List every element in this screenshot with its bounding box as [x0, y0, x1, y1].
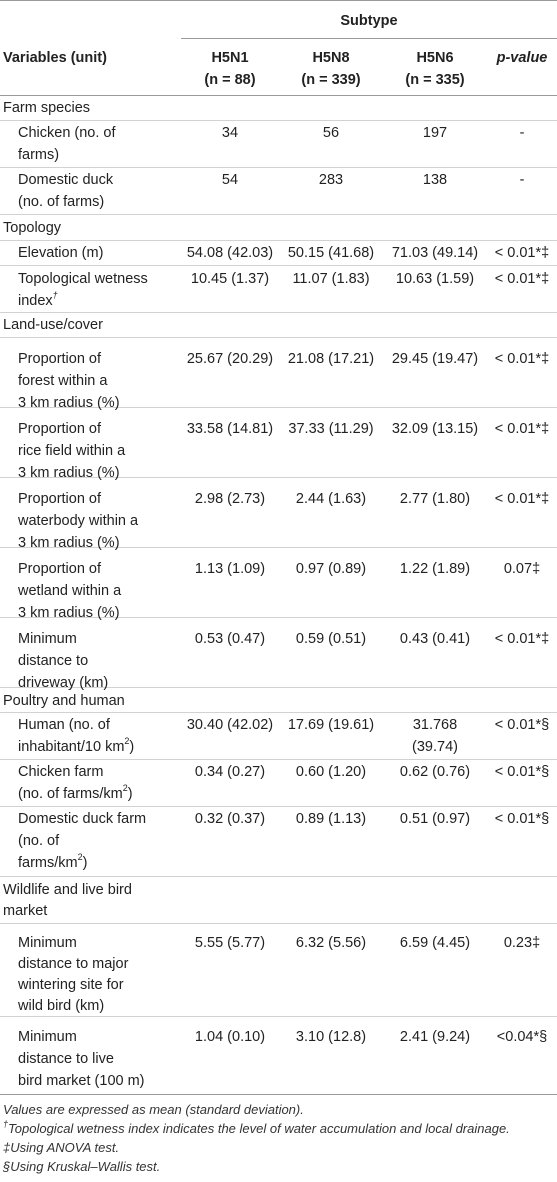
row-label-rice-line3: 3 km radius (%) — [18, 465, 120, 481]
cell-twi-h5n8: 11.07 (1.83) — [292, 271, 370, 287]
row-label-duck-farm-line3: farms/$km^2$) — [18, 852, 88, 871]
row-label-chicken-farm-line2: (no. of farms/$km^2$) — [18, 783, 133, 802]
row-label-wintering-line3: wintering site for — [18, 977, 124, 993]
cell-human-h5n6-line1: 31.768 — [412, 717, 458, 733]
cell-elevation-h5n8: 50.15 (41.68) — [287, 245, 375, 261]
cell-twi-h5n1: 10.45 (1.37) — [190, 271, 270, 287]
h5n8-count: (n = 339) — [301, 72, 361, 88]
cell-forest-h5n6: 29.45 (19.47) — [391, 351, 479, 367]
row-label-twi-line1: Topological wetness — [18, 271, 148, 287]
cell-waterbody-h5n8: 2.44 (1.63) — [295, 491, 367, 507]
cell-duck-h5n6: 138 — [422, 172, 448, 188]
cell-driveway-h5n8: 0.59 (0.51) — [295, 631, 367, 647]
cell-duck-h5n8: 283 — [318, 172, 344, 188]
section-topology: Topology — [3, 220, 62, 236]
cell-twi-h5n6: 10.63 (1.59) — [395, 271, 475, 287]
cell-driveway-h5n1: 0.53 (0.47) — [194, 631, 266, 647]
h5n8-header: H5N8 — [312, 50, 350, 66]
cell-elevation-h5n6: 71.03 (49.14) — [391, 245, 479, 261]
row-label-human-line1: Human (no. of — [18, 717, 110, 733]
cell-duck-p: - — [519, 172, 525, 188]
row-label-wetland-line3: 3 km radius (%) — [18, 605, 120, 621]
cell-chicken-h5n1: 34 — [221, 125, 239, 141]
row-label-elevation: Elevation (m) — [18, 245, 104, 261]
row-label-waterbody-line3: 3 km radius (%) — [18, 535, 120, 551]
cell-wintering-h5n8: 6.32 (5.56) — [295, 935, 367, 951]
row-label-market-line1: Minimum — [18, 1029, 77, 1045]
cell-wintering-h5n1: 5.55 (5.77) — [194, 935, 266, 951]
row-label-rice-line2: rice field within a — [18, 443, 126, 459]
row-label-wintering-line4: wild bird (km) — [18, 998, 105, 1014]
row-label-wintering-line2: distance to major — [18, 956, 129, 972]
cell-duck-farm-h5n6: 0.51 (0.97) — [399, 811, 471, 827]
row-label-market-line3: bird market (100 m) — [18, 1073, 145, 1089]
cell-forest-h5n8: 21.08 (17.21) — [287, 351, 375, 367]
table-bottom-rule — [0, 1094, 557, 1095]
row-label-chicken-farm-line1: Chicken farm — [18, 764, 104, 780]
cell-driveway-p: < 0.01*‡ — [494, 631, 550, 647]
h5n6-count: (n = 335) — [405, 72, 465, 88]
row-label-chicken-line2: farms) — [18, 147, 60, 163]
cell-waterbody-h5n6: 2.77 (1.80) — [399, 491, 471, 507]
footnote-anova: ‡Using ANOVA test. — [3, 1140, 120, 1155]
cell-driveway-h5n6: 0.43 (0.41) — [399, 631, 471, 647]
section-wildlife-line1: Wildlife and live bird — [3, 882, 132, 898]
section-farm-species: Farm species — [3, 100, 91, 116]
row-label-driveway-line1: Minimum — [18, 631, 77, 647]
section-poultry-human: Poultry and human — [3, 693, 125, 709]
cell-forest-p: < 0.01*‡ — [494, 351, 550, 367]
cell-forest-h5n1: 25.67 (20.29) — [186, 351, 274, 367]
cell-human-h5n8: 17.69 (19.61) — [287, 717, 375, 733]
row-label-waterbody-line2: waterbody within a — [18, 513, 139, 529]
cell-rice-h5n1: 33.58 (14.81) — [186, 421, 274, 437]
cell-chicken-farm-h5n1: 0.34 (0.27) — [194, 764, 266, 780]
header-bottom-rule — [0, 95, 557, 96]
cell-waterbody-h5n1: 2.98 (2.73) — [194, 491, 266, 507]
cell-human-h5n1: 30.40 (42.02) — [186, 717, 274, 733]
h5n1-header: H5N1 — [211, 50, 249, 66]
cell-market-h5n8: 3.10 (12.8) — [295, 1029, 367, 1045]
variables-header: Variables (unit) — [3, 50, 107, 66]
cell-duck-h5n1: 54 — [221, 172, 239, 188]
row-label-duck-line2: (no. of farms) — [18, 194, 105, 210]
cell-chicken-p: - — [519, 125, 525, 141]
row-label-duck-farm-line1: Domestic duck farm — [18, 811, 147, 827]
section-landuse: Land-use/cover — [3, 317, 103, 333]
cell-wintering-h5n6: 6.59 (4.45) — [399, 935, 471, 951]
row-label-chicken-line1: Chicken (no. of — [18, 125, 116, 141]
cell-elevation-h5n1: 54.08 (42.03) — [186, 245, 274, 261]
cell-wetland-h5n8: 0.97 (0.89) — [295, 561, 367, 577]
cell-market-h5n1: 1.04 (0.10) — [194, 1029, 266, 1045]
cell-market-p: <0.04*§ — [496, 1029, 548, 1045]
row-label-wetland-line2: wetland within a — [18, 583, 122, 599]
row-label-market-line2: distance to live — [18, 1051, 114, 1067]
row-label-human-line2: inhabitant/10 $km^2$) — [18, 736, 135, 755]
row-label-twi-line2: index† — [18, 290, 58, 309]
row-label-forest-line3: 3 km radius (%) — [18, 395, 120, 411]
h5n6-header: H5N6 — [416, 50, 454, 66]
cell-elevation-p: < 0.01*‡ — [494, 245, 550, 261]
pvalue-header: p-value — [496, 50, 548, 66]
cell-wintering-p: 0.23‡ — [503, 935, 541, 951]
cell-human-p: < 0.01*§ — [494, 717, 550, 733]
cell-chicken-farm-h5n8: 0.60 (1.20) — [295, 764, 367, 780]
row-label-rice-line1: Proportion of — [18, 421, 102, 437]
cell-chicken-farm-p: < 0.01*§ — [494, 764, 550, 780]
row-label-forest-line2: forest within a — [18, 373, 108, 389]
row-label-forest-line1: Proportion of — [18, 351, 102, 367]
cell-rice-p: < 0.01*‡ — [494, 421, 550, 437]
subtype-rule — [181, 38, 557, 39]
footnote-mean-sd: Values are expressed as mean (standard deviation). — [3, 1102, 304, 1117]
row-label-driveway-line3: driveway (km) — [18, 675, 109, 691]
cell-chicken-h5n8: 56 — [322, 125, 340, 141]
subtype-header: Subtype — [340, 13, 398, 29]
row-label-wintering-line1: Minimum — [18, 935, 77, 951]
table-top-rule — [0, 0, 557, 1]
row-label-driveway-line2: distance to — [18, 653, 89, 669]
footnote-kruskal: §Using Kruskal–Wallis test. — [3, 1159, 161, 1174]
cell-duck-farm-p: < 0.01*§ — [494, 811, 550, 827]
cell-wetland-h5n6: 1.22 (1.89) — [399, 561, 471, 577]
cell-rice-h5n6: 32.09 (13.15) — [391, 421, 479, 437]
cell-wetland-h5n1: 1.13 (1.09) — [194, 561, 266, 577]
cell-market-h5n6: 2.41 (9.24) — [399, 1029, 471, 1045]
h5n1-count: (n = 88) — [204, 72, 256, 88]
cell-rice-h5n8: 37.33 (11.29) — [288, 421, 374, 437]
section-wildlife-line2: market — [3, 903, 48, 919]
dagger-mark: † — [52, 290, 58, 301]
row-label-duck-line1: Domestic duck — [18, 172, 114, 188]
cell-chicken-farm-h5n6: 0.62 (0.76) — [399, 764, 471, 780]
footnote-twi: †Topological wetness index indicates the level of water accumulation and local drainage. — [3, 1118, 510, 1136]
cell-duck-farm-h5n8: 0.89 (1.13) — [295, 811, 367, 827]
cell-twi-p: < 0.01*‡ — [494, 271, 550, 287]
cell-wetland-p: 0.07‡ — [503, 561, 541, 577]
row-label-waterbody-line1: Proportion of — [18, 491, 102, 507]
cell-duck-farm-h5n1: 0.32 (0.37) — [194, 811, 266, 827]
row-label-wetland-line1: Proportion of — [18, 561, 102, 577]
cell-waterbody-p: < 0.01*‡ — [494, 491, 550, 507]
row-label-duck-farm-line2: (no. of — [18, 833, 60, 849]
cell-human-h5n6-line2: (39.74) — [412, 739, 458, 755]
cell-chicken-h5n6: 197 — [422, 125, 448, 141]
